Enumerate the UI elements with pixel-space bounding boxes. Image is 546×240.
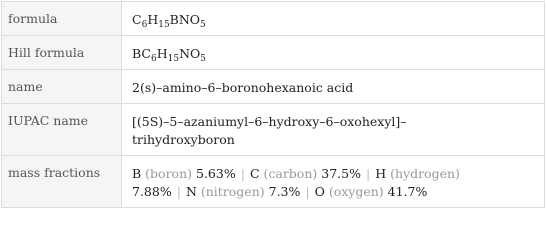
hill-formula-value — [122, 36, 545, 70]
iupac-name-value — [122, 104, 545, 156]
hill-subscript: 6 — [150, 54, 157, 64]
formula-subscript: 5 — [200, 20, 206, 30]
formula-part: H — [147, 12, 159, 27]
mass-value: 41.7% — [387, 184, 428, 199]
mass-line-1 — [132, 165, 536, 183]
mass-element: (boron) — [145, 166, 193, 181]
formula-label: formula — [2, 2, 122, 36]
hill-part: BC — [132, 46, 151, 61]
iupac-name-label: IUPAC name — [2, 104, 122, 156]
mass-separator: | — [176, 184, 181, 199]
hill-subscript: 15 — [167, 54, 180, 64]
hill-part: H — [156, 46, 168, 61]
mass-value: 7.3% — [268, 184, 301, 199]
iupac-line-2: trihydroxyboron — [132, 132, 235, 147]
formula-row — [2, 2, 545, 36]
hill-part: NO — [179, 46, 201, 61]
mass-symbol: O — [314, 184, 325, 199]
mass-fractions-label: mass fractions — [2, 156, 122, 208]
mass-value: 37.5% — [321, 166, 361, 181]
mass-separator: | — [240, 166, 245, 181]
mass-element: (hydrogen) — [390, 166, 460, 181]
hill-subscript: 5 — [200, 54, 206, 64]
mass-symbol: B — [132, 166, 142, 181]
iupac-line-1: [(5S)–5–azaniumyl–6–hydroxy–6–oxohexyl]– — [132, 114, 407, 129]
formula-subscript: 6 — [141, 20, 148, 30]
mass-fractions-value — [122, 156, 545, 208]
formula-part: BNO — [169, 12, 201, 27]
mass-element: (carbon) — [263, 166, 318, 181]
mass-fractions-row — [2, 156, 545, 208]
mass-symbol: C — [249, 166, 260, 181]
mass-symbol: N — [185, 184, 197, 199]
formula-part: C — [132, 12, 142, 27]
mass-value: 5.63% — [196, 166, 236, 181]
name-row — [2, 70, 545, 104]
hill-formula-label: Hill formula — [2, 36, 122, 70]
name-label: name — [2, 70, 122, 104]
hill-formula-row — [2, 36, 545, 70]
mass-element: (oxygen) — [328, 184, 384, 199]
mass-separator: | — [305, 184, 310, 199]
formula-subscript: 15 — [158, 20, 170, 30]
formula-value — [122, 2, 545, 36]
mass-line-2 — [132, 183, 536, 201]
mass-element: (nitrogen) — [200, 184, 265, 199]
mass-separator: | — [365, 166, 371, 181]
iupac-name-row — [2, 104, 545, 156]
properties-table — [1, 1, 545, 208]
mass-symbol: H — [375, 166, 387, 181]
mass-value: 7.88% — [132, 184, 172, 199]
name-value: 2(s)–amino–6–boronohexanoic acid — [122, 70, 545, 104]
